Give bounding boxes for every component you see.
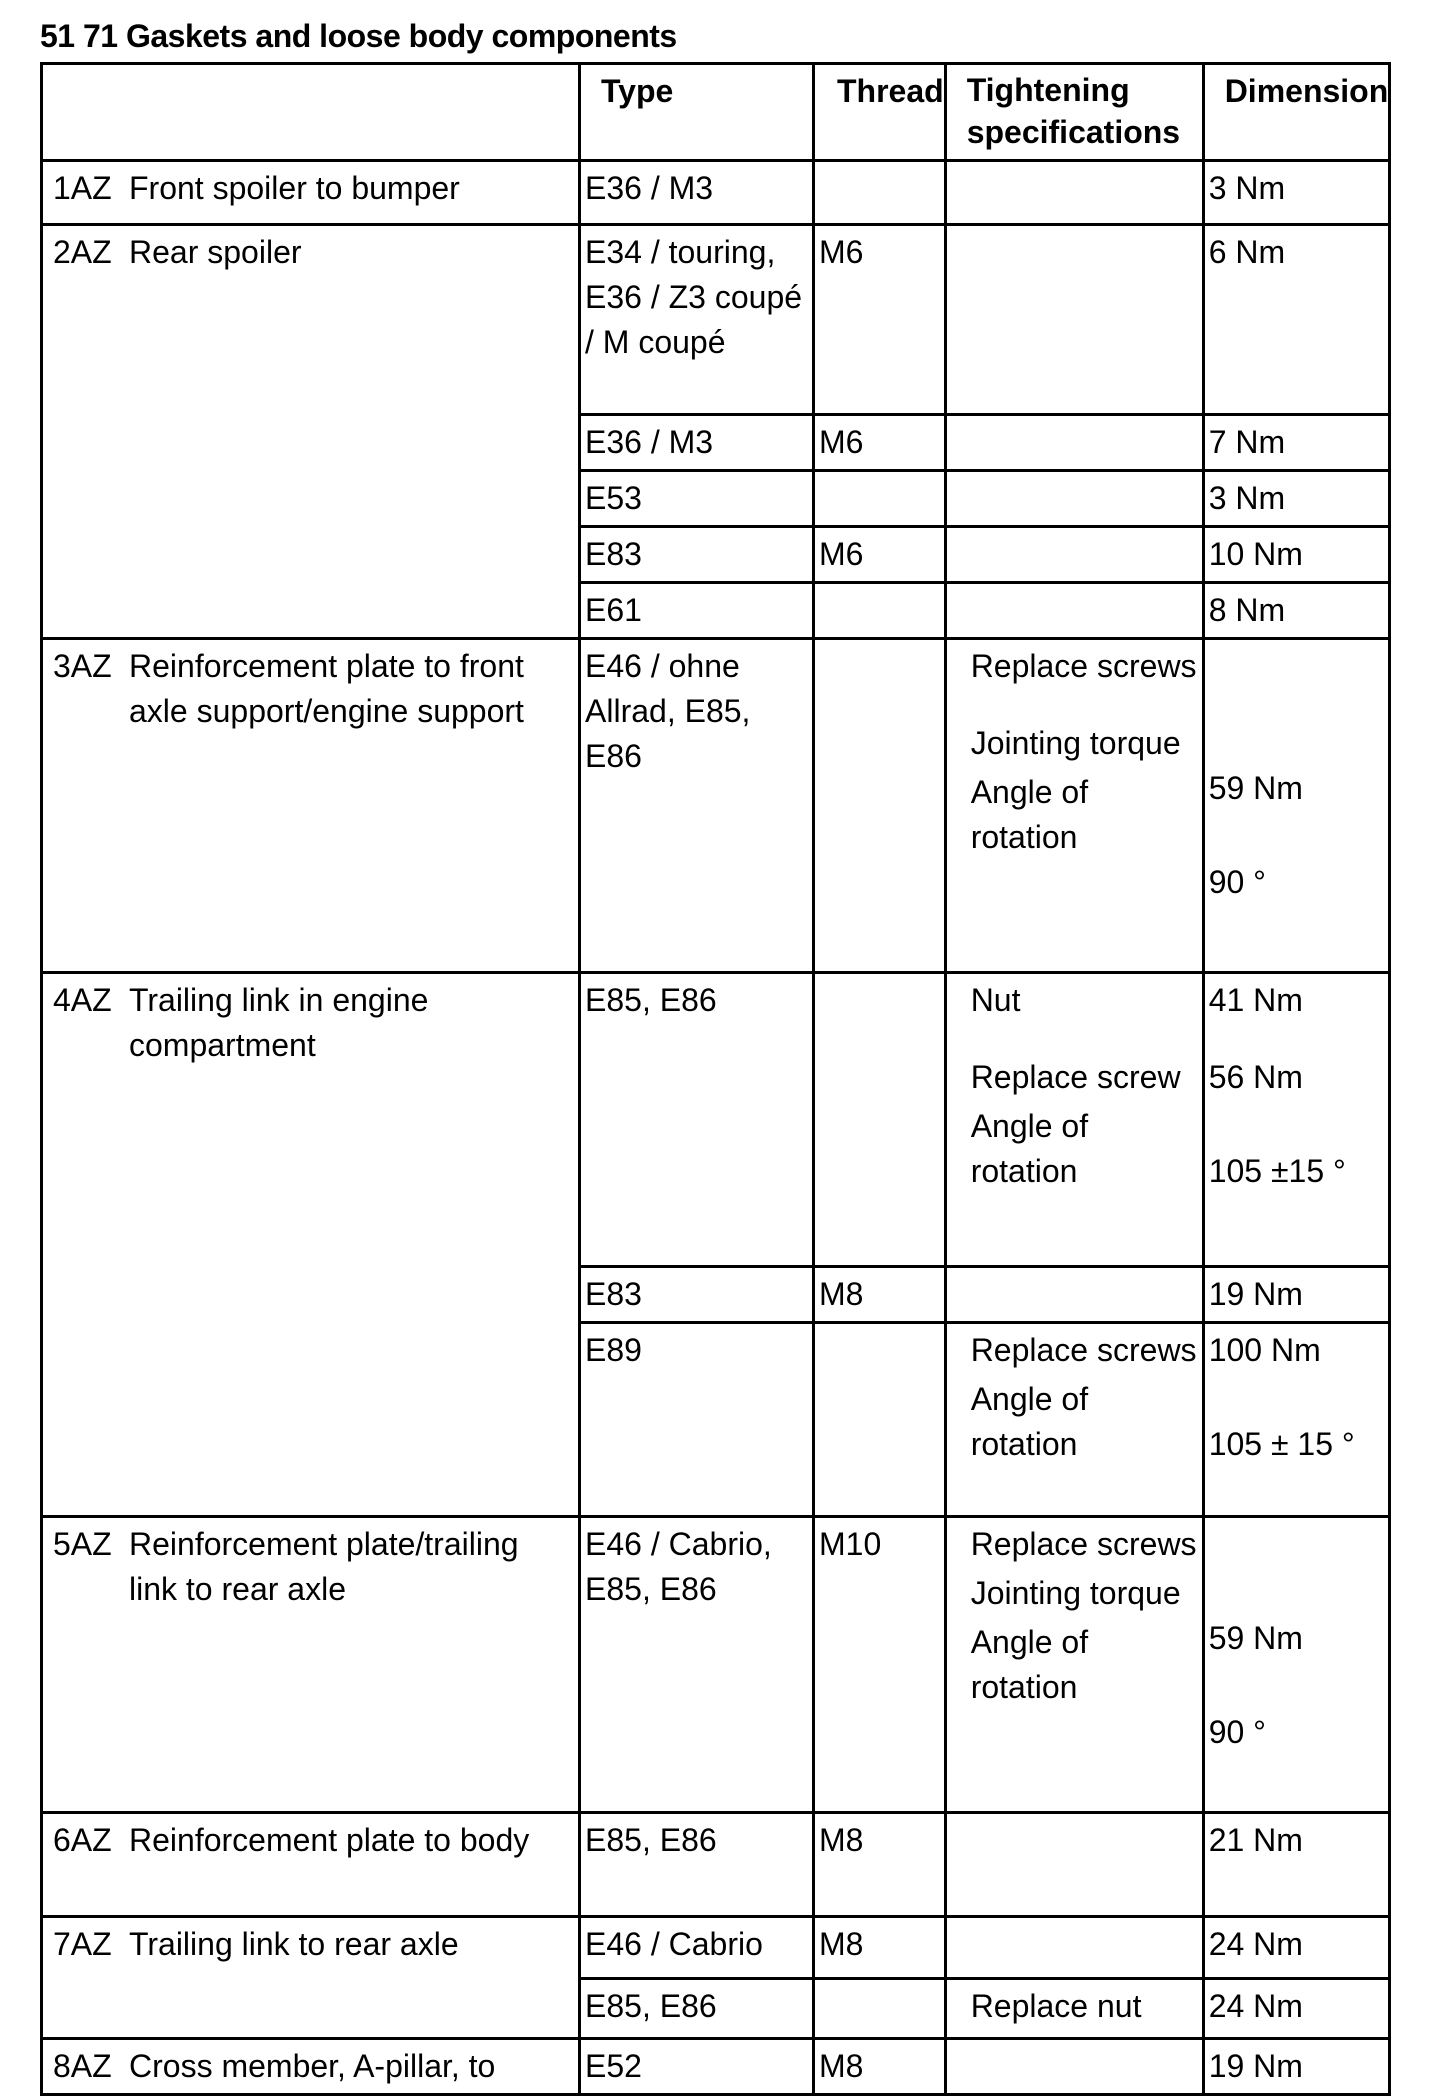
type-cell: E36 / M3 <box>585 170 714 206</box>
header-type: Type <box>580 64 814 161</box>
header-dimension: Dimension <box>1203 64 1390 161</box>
dimension-value: 90 ° <box>1208 1714 1266 1750</box>
type-cell: E53 <box>585 480 642 516</box>
thread-cell <box>815 640 944 648</box>
type-cell: E36 / M3 <box>585 424 714 460</box>
table-row <box>42 639 1390 973</box>
thread-cell <box>815 1980 944 1988</box>
thread-cell <box>815 472 944 480</box>
spec-text: Replace screws <box>970 1526 1197 1562</box>
dimension-cell: 3 Nm <box>1208 170 1286 206</box>
dimension-value: 59 Nm <box>1208 770 1303 806</box>
type-cell: E83 <box>585 1276 642 1312</box>
thread-cell: M8 <box>819 1926 864 1962</box>
type-cell: E46 / ohne Allrad, E85, E86 <box>585 648 751 774</box>
thread-cell: M10 <box>819 1526 882 1562</box>
type-cell: E89 <box>585 1332 642 1368</box>
type-cell: E52 <box>585 2048 642 2084</box>
type-cell: E46 / Cabrio <box>585 1926 763 1962</box>
dimension-cell: 24 Nm <box>1208 1988 1303 2024</box>
dimension-value: 105 ±15 ° <box>1208 1153 1346 1189</box>
item-number: 8AZ <box>53 2048 112 2084</box>
item-number: 1AZ <box>53 170 112 206</box>
thread-cell: M8 <box>819 1822 864 1858</box>
item-description: Trailing link in engine compartment <box>129 982 429 1063</box>
dimension-value: 90 ° <box>1208 864 1266 900</box>
item-description: Trailing link to rear axle <box>129 1926 459 1962</box>
item-description: Rear spoiler <box>129 234 302 270</box>
spec-text: Angle of rotation <box>970 1381 1089 1462</box>
dimension-cell: 7 Nm <box>1208 424 1286 460</box>
table-row <box>42 2039 1390 2095</box>
item-description: Cross member, A-pillar, to <box>129 2048 496 2084</box>
spec-text: Nut <box>970 982 1021 1018</box>
spec-text: Replace screws <box>970 1332 1197 1368</box>
item-number: 4AZ <box>53 982 112 1018</box>
spec-text: Replace screws <box>970 648 1197 684</box>
item-number: 5AZ <box>53 1526 112 1562</box>
dimension-value: 56 Nm <box>1208 1059 1303 1095</box>
dimension-cell: 8 Nm <box>1208 592 1286 628</box>
type-cell: E85, E86 <box>585 1988 717 2024</box>
table-row <box>42 225 1390 415</box>
spec-text: Angle of rotation <box>970 1624 1089 1705</box>
item-description: Reinforcement plate/trailing link to rear axle <box>129 1526 519 1607</box>
spec-text: Replace nut <box>970 1988 1142 2024</box>
item-number: 7AZ <box>53 1926 112 1962</box>
item-description: Reinforcement plate to body <box>129 1822 530 1858</box>
table-row <box>42 1517 1390 1813</box>
page-title: 51 71 Gaskets and loose body components <box>40 18 677 54</box>
dimension-cell: 3 Nm <box>1208 480 1286 516</box>
type-cell: E46 / Cabrio, E85, E86 <box>585 1526 772 1607</box>
table-row <box>42 1917 1390 1979</box>
type-cell: E83 <box>585 536 642 572</box>
item-description: Reinforcement plate to front axle support/engine support <box>129 648 524 729</box>
dimension-value: 59 Nm <box>1208 1620 1303 1656</box>
header-item <box>42 64 580 161</box>
spec-table <box>40 62 1391 2096</box>
spec-text: Jointing torque <box>970 1575 1181 1611</box>
thread-cell: M6 <box>819 234 864 270</box>
type-cell: E61 <box>585 592 642 628</box>
spec-text: Replace screw <box>970 1059 1181 1095</box>
spec-text: Angle of rotation <box>970 774 1089 855</box>
thread-cell <box>815 584 944 592</box>
thread-cell <box>815 162 944 170</box>
header-thread: Thread <box>814 64 946 161</box>
type-cell: E34 / touring, E36 / Z3 coupé / M coupé <box>585 234 803 360</box>
header-tightening: Tightening specifications <box>945 64 1203 161</box>
dimension-cell: 21 Nm <box>1208 1822 1303 1858</box>
dimension-cell: 19 Nm <box>1208 1276 1303 1312</box>
thread-cell: M6 <box>819 424 864 460</box>
spec-text: Angle of rotation <box>970 1108 1089 1189</box>
dimension-cell: 24 Nm <box>1208 1926 1303 1962</box>
dimension-cell: 6 Nm <box>1208 234 1286 270</box>
thread-cell: M6 <box>819 536 864 572</box>
thread-cell: M8 <box>819 1276 864 1312</box>
dimension-cell: 10 Nm <box>1208 536 1303 572</box>
dimension-value: 41 Nm <box>1208 982 1303 1018</box>
table-row <box>42 161 1390 225</box>
table-row <box>42 1813 1390 1917</box>
thread-cell: M8 <box>819 2048 864 2084</box>
type-cell: E85, E86 <box>585 1822 717 1858</box>
header-row <box>42 64 1390 161</box>
item-number: 3AZ <box>53 648 112 684</box>
thread-cell <box>815 974 944 982</box>
item-description: Front spoiler to bumper <box>129 170 460 206</box>
item-number: 6AZ <box>53 1822 112 1858</box>
type-cell: E85, E86 <box>585 982 717 1018</box>
dimension-cell: 19 Nm <box>1208 2048 1303 2084</box>
item-number: 2AZ <box>53 234 112 270</box>
dimension-value: 105 ± 15 ° <box>1208 1426 1355 1462</box>
spec-text: Jointing torque <box>970 725 1181 761</box>
table-row <box>42 973 1390 1267</box>
dimension-value: 100 Nm <box>1208 1332 1321 1368</box>
thread-cell <box>815 1324 944 1332</box>
